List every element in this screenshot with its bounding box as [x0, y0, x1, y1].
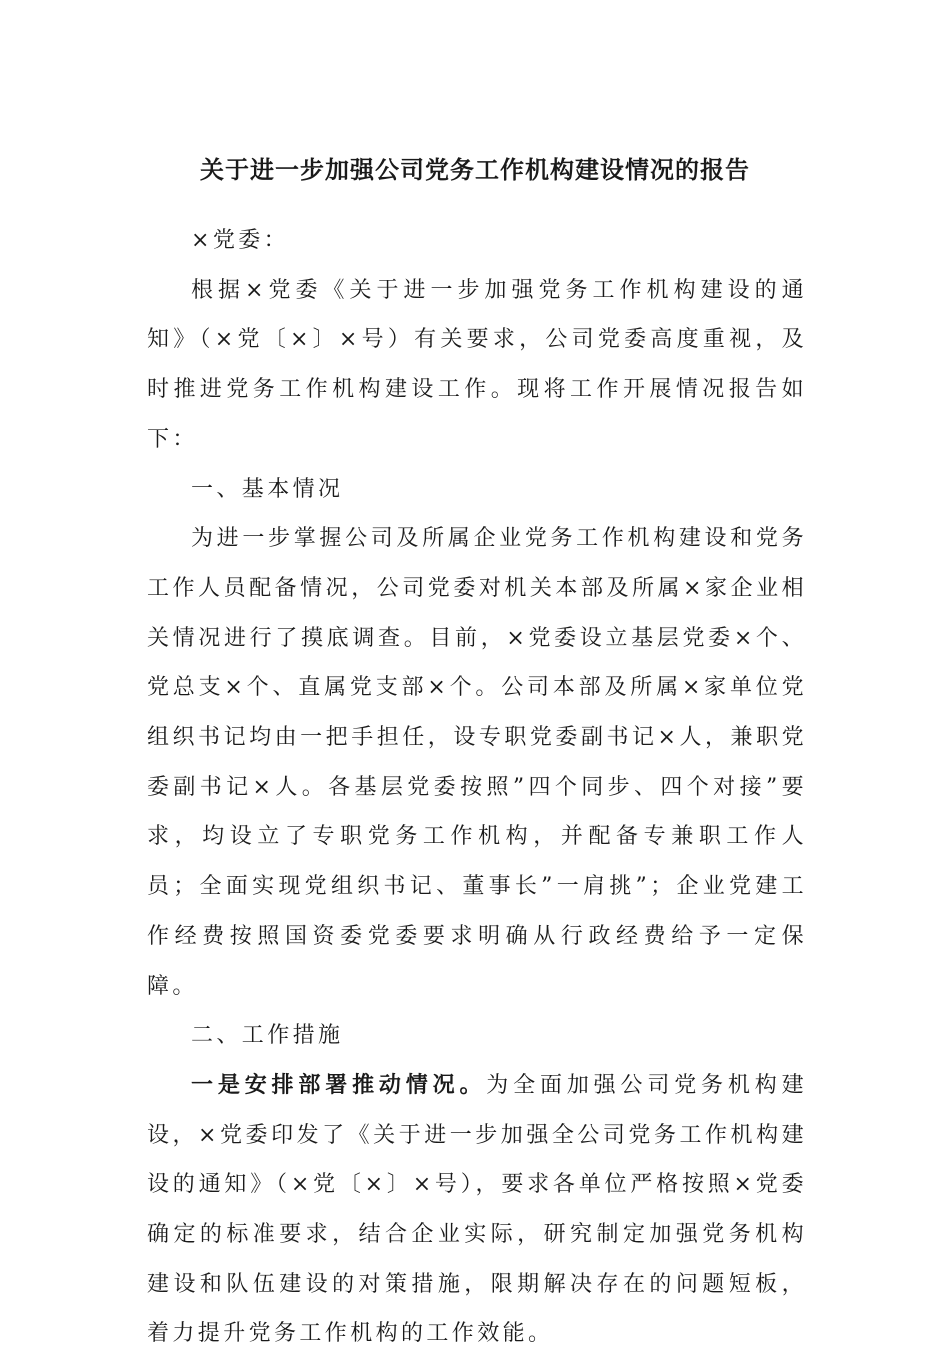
section-2-paragraph-1 — [147, 1061, 807, 1359]
section-2-paragraph-1-lead: 一是安排部署推动情况。 — [191, 1072, 487, 1098]
salutation: ×党委： — [191, 228, 290, 253]
section-1-paragraph: 为进一步掌握公司及所属企业党务工作机构建设和党务工作人员配备情况，公司党委对机关本部及所属×家企业相关情况进行了摸底调查。目前，×党委设立基层党委×个、党总支×个、直属党支部×个。公司本部及所属×家单位党组织书记均由一把手担任，设专职党委副书记×人，兼职党委副书记×人。各基层党委按照”四个同步、四个对接”要求，均设立了专职党务工作机构，并配备专兼职工作人员；全面实现党组织书记、董事长”一肩挑”；企业党建工作经费按照国资委党委要求明确从行政经费给予一定保障。 — [147, 526, 807, 999]
document-body — [147, 216, 807, 1359]
section-1-heading: 一、基本情况 — [191, 476, 344, 502]
section-2-paragraph-1-body: 为全面加强公司党务机构建设，×党委印发了《关于进一步加强全公司党务工作机构建设的通知》（×党〔×〕×号），要求各单位严格按照×党委确定的标准要求，结合企业实际，研究制定加强党务机构建设和队伍建设的对策措施，限期解决存在的问题短板，着力提升党务工作机构的工作效能。 — [147, 1072, 807, 1347]
section-2-heading: 二、工作措施 — [191, 1023, 344, 1049]
document-title: 关于进一步加强公司党务工作机构建设情况的报告 — [200, 156, 750, 184]
intro-paragraph: 根据×党委《关于进一步加强党务工作机构建设的通知》（×党〔×〕×号）有关要求，公司党委高度重视，及时推进党务工作机构建设工作。现将工作开展情况报告如下： — [147, 277, 807, 452]
